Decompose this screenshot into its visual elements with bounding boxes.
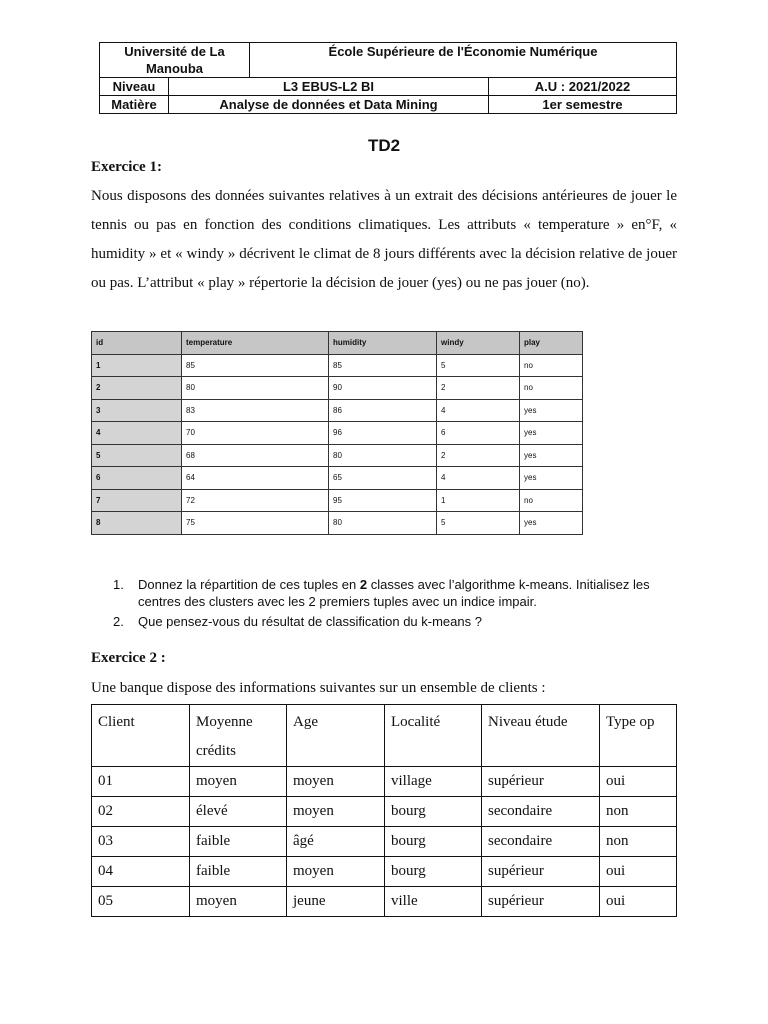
- table-cell: village: [385, 767, 482, 797]
- table-cell: yes: [520, 422, 583, 445]
- exercise1-title: Exercice 1:: [91, 159, 162, 175]
- list-item: [113, 613, 679, 630]
- table-cell: moyen: [287, 857, 385, 887]
- table-cell: 72: [182, 489, 329, 512]
- table-cell: moyen: [287, 767, 385, 797]
- column-header: Client: [92, 705, 190, 767]
- table-cell: 90: [329, 377, 437, 400]
- table-cell: non: [600, 827, 677, 857]
- table-cell: secondaire: [482, 797, 600, 827]
- column-header: windy: [437, 332, 520, 355]
- table-cell: oui: [600, 887, 677, 917]
- table-cell: 4: [92, 422, 182, 445]
- page-title: TD2: [367, 136, 401, 155]
- table-cell: oui: [600, 857, 677, 887]
- table-cell: 80: [182, 377, 329, 400]
- table-cell: 96: [329, 422, 437, 445]
- table-row: [92, 857, 677, 887]
- table-row: [92, 377, 583, 400]
- table-cell: moyen: [190, 887, 287, 917]
- academic-year: A.U : 2021/2022: [489, 78, 677, 96]
- column-header: Moyenne crédits: [190, 705, 287, 767]
- exercise2-intro: Une banque dispose des informations suivantes sur un ensemble de clients :: [91, 680, 546, 696]
- column-header: Type op: [600, 705, 677, 767]
- list-item: [113, 576, 679, 610]
- question-list: [113, 576, 679, 633]
- table-cell: 7: [92, 489, 182, 512]
- table-cell: 85: [182, 354, 329, 377]
- table-cell: 3: [92, 399, 182, 422]
- table-cell: 1: [92, 354, 182, 377]
- exercise2-title: Exercice 2 :: [91, 650, 166, 666]
- semester: 1er semestre: [489, 96, 677, 114]
- table-cell: élevé: [190, 797, 287, 827]
- table-cell: yes: [520, 399, 583, 422]
- table-row: [92, 467, 583, 490]
- table-cell: 86: [329, 399, 437, 422]
- table-cell: 5: [92, 444, 182, 467]
- table-cell: 75: [182, 512, 329, 535]
- table-cell: 2: [92, 377, 182, 400]
- table-cell: 80: [329, 444, 437, 467]
- table-cell: no: [520, 354, 583, 377]
- table-cell: 02: [92, 797, 190, 827]
- question-text: Que pensez-vous du résultat de classification du k-means ?: [138, 614, 482, 629]
- table-cell: 05: [92, 887, 190, 917]
- table-cell: 01: [92, 767, 190, 797]
- table-row: [92, 887, 677, 917]
- university-name: Université de La Manouba: [100, 43, 250, 78]
- table-row: [92, 827, 677, 857]
- question-number: 1.: [113, 577, 124, 592]
- table-row: [92, 489, 583, 512]
- table-row: [92, 512, 583, 535]
- table-cell: 03: [92, 827, 190, 857]
- table-row: [92, 444, 583, 467]
- table-row: [92, 399, 583, 422]
- table-cell: 5: [437, 512, 520, 535]
- table-row: [92, 797, 677, 827]
- clients-table: [91, 704, 677, 917]
- table-cell: supérieur: [482, 887, 600, 917]
- table-cell: 4: [437, 467, 520, 490]
- table-cell: faible: [190, 857, 287, 887]
- table-cell: yes: [520, 444, 583, 467]
- column-header: id: [92, 332, 182, 355]
- table-row: [92, 767, 677, 797]
- header-table: [99, 42, 677, 114]
- table-cell: moyen: [190, 767, 287, 797]
- table-cell: 2: [437, 444, 520, 467]
- table-cell: ville: [385, 887, 482, 917]
- niveau-label: Niveau: [100, 78, 169, 96]
- table-cell: no: [520, 489, 583, 512]
- table-cell: 68: [182, 444, 329, 467]
- table-cell: oui: [600, 767, 677, 797]
- column-header: Localité: [385, 705, 482, 767]
- school-name: École Supérieure de l'Économie Numérique: [250, 43, 677, 78]
- table-cell: no: [520, 377, 583, 400]
- table-cell: yes: [520, 467, 583, 490]
- table-cell: 70: [182, 422, 329, 445]
- table-cell: secondaire: [482, 827, 600, 857]
- table-cell: 8: [92, 512, 182, 535]
- table-cell: 4: [437, 399, 520, 422]
- clients-table-header: [92, 705, 677, 767]
- table-cell: supérieur: [482, 767, 600, 797]
- question-text: Donnez la répartition de ces tuples en: [138, 577, 360, 592]
- table-cell: 85: [329, 354, 437, 377]
- exercise1-paragraph: Nous disposons des données suivantes relatives à un extrait des décisions antérieures de jouer le tennis ou pas en fonction des conditions climatiques. Les attributs « temperature » en°F, « humidity » et « windy » décrivent le climat de 8 jours différents avec la décision relative de jouer ou pas. L’attribut « play » répertorie la décision de jouer (yes) ou ne pas jouer (no).: [91, 188, 677, 291]
- table-cell: 65: [329, 467, 437, 490]
- table-cell: bourg: [385, 827, 482, 857]
- table-cell: 5: [437, 354, 520, 377]
- question-emphasis: 2: [359, 577, 368, 592]
- tennis-table: [91, 331, 583, 535]
- table-cell: 64: [182, 467, 329, 490]
- question-text: classes avec l’algorithme k-means. Initialisez les centres des clusters avec les 2 premiers tuples avec un indice impair.: [138, 577, 650, 609]
- table-cell: yes: [520, 512, 583, 535]
- column-header: Niveau étude: [482, 705, 600, 767]
- table-cell: bourg: [385, 857, 482, 887]
- table-cell: supérieur: [482, 857, 600, 887]
- table-cell: 6: [92, 467, 182, 490]
- table-cell: 1: [437, 489, 520, 512]
- matiere-label: Matière: [100, 96, 169, 114]
- table-cell: faible: [190, 827, 287, 857]
- table-cell: 80: [329, 512, 437, 535]
- table-cell: non: [600, 797, 677, 827]
- table-cell: âgé: [287, 827, 385, 857]
- table-row: [92, 422, 583, 445]
- table-cell: 2: [437, 377, 520, 400]
- table-cell: moyen: [287, 797, 385, 827]
- table-cell: jeune: [287, 887, 385, 917]
- table-cell: bourg: [385, 797, 482, 827]
- table-cell: 95: [329, 489, 437, 512]
- niveau-value: L3 EBUS-L2 BI: [169, 78, 489, 96]
- table-cell: 6: [437, 422, 520, 445]
- table-cell: 04: [92, 857, 190, 887]
- column-header: Age: [287, 705, 385, 767]
- tennis-table-header: [92, 332, 583, 355]
- column-header: play: [520, 332, 583, 355]
- table-row: [92, 354, 583, 377]
- table-cell: 83: [182, 399, 329, 422]
- matiere-value: Analyse de données et Data Mining: [169, 96, 489, 114]
- column-header: temperature: [182, 332, 329, 355]
- column-header: humidity: [329, 332, 437, 355]
- question-number: 2.: [113, 614, 124, 629]
